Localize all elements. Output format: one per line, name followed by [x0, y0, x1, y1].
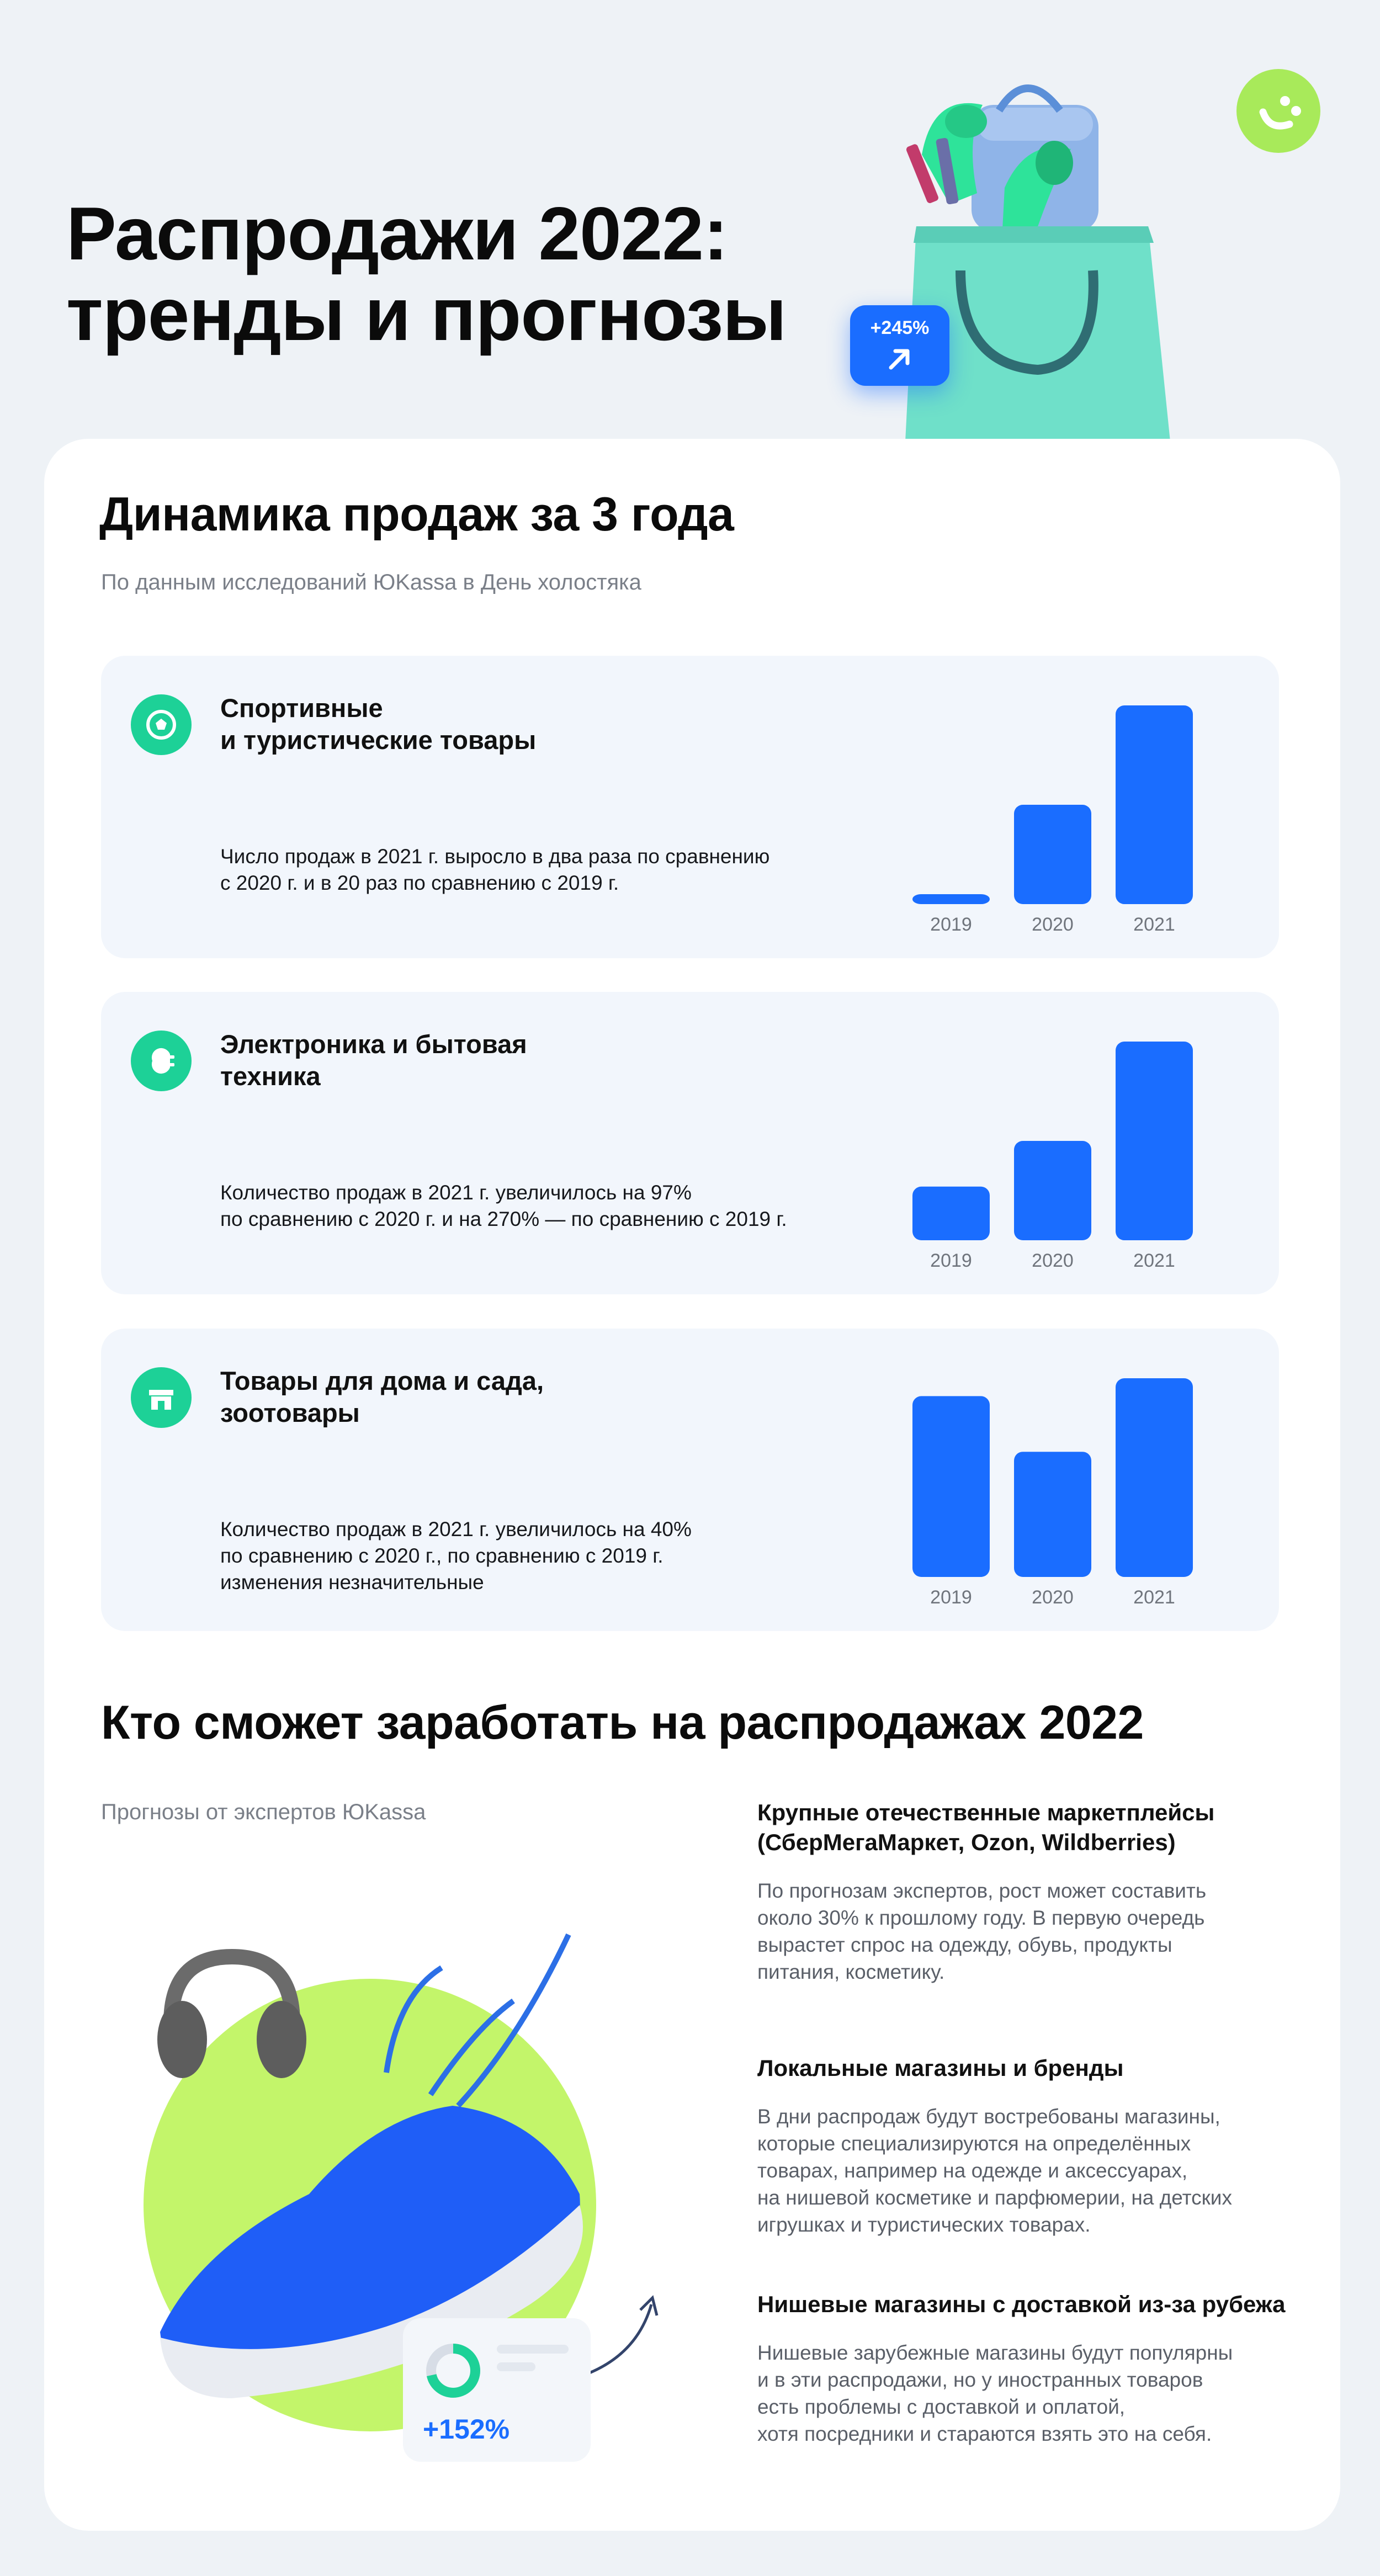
- category-description: Количество продаж в 2021 г. увеличилось на 97% по сравнению с 2020 г. и на 270% — по сравнению с 2019 г.: [220, 1181, 787, 1230]
- plug-icon: [145, 1044, 178, 1077]
- forecast-item-title: Крупные отечественные маркетплейсы (СберМегаМаркет, Ozon, Wildberries): [757, 1799, 1215, 1855]
- tick-label-2019: 2019: [930, 914, 972, 935]
- category-title: Электроника и бытовая техника: [220, 1029, 527, 1091]
- arrow-up-right-icon: [883, 342, 916, 375]
- sales-bar-chart: [879, 1351, 1211, 1621]
- tick-label-2020: 2020: [1032, 914, 1074, 935]
- bar-2019: [912, 894, 990, 904]
- category-panel-sport: [101, 656, 1279, 958]
- dynamics-title: Динамика продаж за 3 года: [99, 488, 734, 541]
- brand-logo: [1236, 69, 1320, 153]
- dynamics-subtitle: По данным исследований ЮKassa в День холостяка: [101, 570, 641, 594]
- forecast-item-title: Нишевые магазины с доставкой из-за рубежа: [757, 2291, 1286, 2317]
- sales-bar-chart: [879, 678, 1211, 948]
- growth-badge-value: +245%: [870, 317, 930, 338]
- placeholder-line: [497, 2362, 535, 2371]
- category-title: Товары для дома и сада, зоотовары: [220, 1366, 544, 1427]
- bar-2021: [1116, 1378, 1193, 1577]
- bar-2019: [912, 1187, 990, 1240]
- tick-label-2021: 2021: [1133, 1587, 1175, 1608]
- bar-2020: [1014, 1452, 1091, 1577]
- tick-label-2019: 2019: [930, 1250, 972, 1271]
- bar-2020: [1014, 1141, 1091, 1240]
- tick-label-2020: 2020: [1032, 1587, 1074, 1608]
- forecast-item-body: Нишевые зарубежные магазины будут популярны и в эти распродажи, но у иностранных товаров есть проблемы с доставкой и оплатой, хотя посредники и стараются взять это на себя.: [757, 2341, 1233, 2445]
- category-title: Спортивные и туристические товары: [220, 693, 537, 755]
- donut-chart-icon: [423, 2340, 484, 2401]
- bar-2020: [1014, 805, 1091, 904]
- forecast-item-local: [757, 2053, 1287, 2238]
- forecast-item-niche: [757, 2290, 1287, 2447]
- category-icon-badge: [131, 1031, 192, 1091]
- sales-bar-chart: [879, 1014, 1211, 1284]
- bar-2021: [1116, 1042, 1193, 1240]
- page-title: [66, 193, 786, 354]
- metric-card: [403, 2318, 591, 2462]
- tick-label-2021: 2021: [1133, 1250, 1175, 1271]
- forecast-item-title: Локальные магазины и бренды: [757, 2055, 1124, 2081]
- tick-label-2021: 2021: [1133, 914, 1175, 935]
- category-icon-badge: [131, 1367, 192, 1428]
- forecast-item-body: В дни распродаж будут востребованы магазины, которые специализируются на определённых товарах, например на одежде и аксессуарах, на нишевой косметике и парфюмерии, на детских игрушках и туристических товарах.: [757, 2105, 1232, 2236]
- smile-logo-icon: [1236, 69, 1320, 153]
- tick-label-2020: 2020: [1032, 1250, 1074, 1271]
- growth-badge: [850, 305, 949, 386]
- forecast-item-marketplaces: [757, 1798, 1287, 1985]
- ball-icon: [145, 708, 178, 741]
- forecast-subtitle: Прогнозы от экспертов ЮKassa: [101, 1800, 426, 1824]
- tick-label-2019: 2019: [930, 1587, 972, 1608]
- forecast-item-body: По прогнозам экспертов, рост может составить около 30% к прошлому году. В первую очередь вырастет спрос на одежду, обувь, продукты питания, косметику.: [757, 1879, 1207, 1983]
- bar-2021: [1116, 705, 1193, 904]
- shop-icon: [145, 1381, 178, 1414]
- category-panel-electronics: [101, 992, 1279, 1294]
- metric-value: +152%: [423, 2414, 510, 2445]
- main-card: [44, 439, 1340, 2531]
- category-icon-badge: [131, 694, 192, 755]
- forecast-title: Кто сможет заработать на распродажах 2022: [101, 1696, 1144, 1749]
- title-line-2: тренды и прогнозы: [66, 272, 787, 356]
- placeholder-line: [497, 2345, 569, 2354]
- bar-2019: [912, 1396, 990, 1577]
- title-line-1: Распродажи 2022:: [66, 192, 728, 275]
- category-description: Количество продаж в 2021 г. увеличилось на 40% по сравнению с 2020 г., по сравнению с 2019 г. изменения незначительные: [220, 1518, 692, 1594]
- category-description: Число продаж в 2021 г. выросло в два раза по сравнению с 2020 г. и в 20 раз по сравнению с 2019 г.: [220, 845, 770, 894]
